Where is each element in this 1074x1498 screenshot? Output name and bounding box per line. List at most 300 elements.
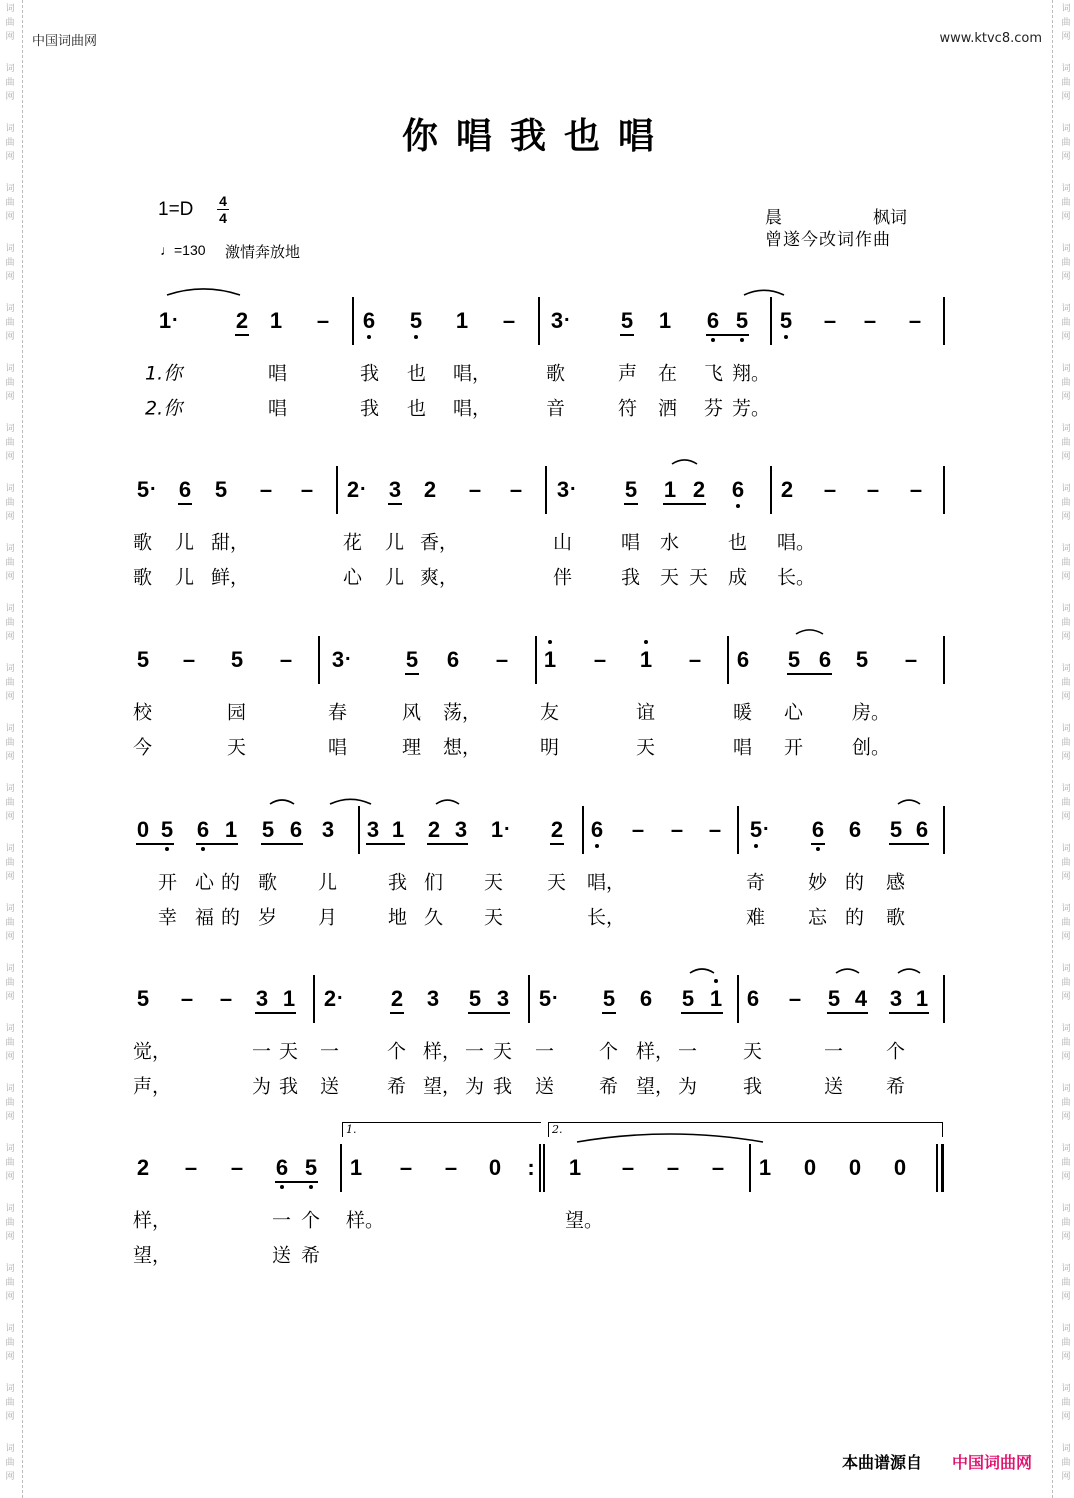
note: 1 xyxy=(758,1155,772,1180)
lyric-syllable: 的 xyxy=(845,871,865,894)
watermark-text: 词 曲 网 xyxy=(5,1444,15,1482)
tie-slur xyxy=(672,460,697,464)
watermark-text: 词 曲 网 xyxy=(1061,64,1071,102)
tie-slur xyxy=(898,969,920,973)
watermark-text: 词 曲 网 xyxy=(5,784,15,822)
augmentation-dot: · xyxy=(504,818,511,841)
lyric-syllable: 2.你 xyxy=(145,397,183,420)
high-octave-dot xyxy=(548,640,552,644)
underline-beam xyxy=(915,1012,929,1014)
low-octave-dot xyxy=(754,844,758,848)
low-octave-dot xyxy=(740,338,744,342)
lyric-syllable: 成 xyxy=(728,566,748,589)
lyric-syllable: 望， xyxy=(636,1075,675,1098)
note: 5 xyxy=(787,647,801,672)
note: 2 xyxy=(427,817,441,842)
note: 6 xyxy=(289,817,303,842)
note: 2 xyxy=(423,477,437,502)
lyric-syllable: 创。 xyxy=(852,736,891,759)
lyric-syllable: 望。 xyxy=(565,1209,604,1232)
note: 2 xyxy=(235,308,249,333)
tie-slur xyxy=(898,800,920,804)
augmentation-dot: · xyxy=(337,987,344,1010)
lyric-syllable: 个 xyxy=(387,1040,407,1063)
lyric-syllable: 歌 xyxy=(886,906,906,929)
watermark-text: 词 曲 网 xyxy=(1061,124,1071,162)
note: 5 xyxy=(230,647,244,672)
watermark-text: 词 曲 网 xyxy=(5,484,15,522)
dash-sustain: – xyxy=(180,986,194,1011)
lyric-syllable: 的 xyxy=(845,906,865,929)
note: 0 xyxy=(893,1155,907,1180)
lyric-syllable: 个 xyxy=(886,1040,906,1063)
note: 5 xyxy=(624,477,638,502)
lyric-syllable: 送 xyxy=(535,1075,555,1098)
lyric-syllable: 一 xyxy=(272,1209,292,1232)
low-octave-dot xyxy=(784,335,788,339)
lyric-syllable: 地 xyxy=(388,906,408,929)
lyric-syllable: 希 xyxy=(301,1244,321,1267)
watermark-text: 词 曲 网 xyxy=(5,1204,15,1242)
lyric-syllable: 一 xyxy=(252,1040,272,1063)
lyric-syllable: 唱， xyxy=(453,397,492,420)
watermark-text: 词 曲 网 xyxy=(5,1324,15,1362)
lyric-syllable: 心 xyxy=(784,701,804,724)
note: 5 xyxy=(749,817,763,842)
lyric-syllable: 希 xyxy=(886,1075,906,1098)
lyric-syllable: 为 xyxy=(678,1075,698,1098)
footer-source-label: 本曲谱源自 xyxy=(842,1453,923,1472)
note: 6 xyxy=(731,477,745,502)
augmentation-dot: · xyxy=(345,648,352,671)
lyric-syllable: 花 xyxy=(343,531,363,554)
note: 5 xyxy=(827,986,841,1011)
dash-sustain: – xyxy=(219,986,233,1011)
note: 5 xyxy=(160,817,174,842)
underline-beam xyxy=(811,843,825,845)
low-octave-dot xyxy=(736,504,740,508)
tie-slur xyxy=(436,800,459,804)
note: 0 xyxy=(803,1155,817,1180)
watermark-text: 词 曲 网 xyxy=(1061,184,1071,222)
note: 5 xyxy=(136,986,150,1011)
lyric-syllable: 妙 xyxy=(808,871,828,894)
lyric-syllable: 个 xyxy=(301,1209,321,1232)
underline-beam xyxy=(178,503,192,505)
underline-beam xyxy=(388,503,402,505)
watermark-text: 词 曲 网 xyxy=(5,4,15,42)
note: 6 xyxy=(446,647,460,672)
note: 3 xyxy=(331,647,345,672)
lyric-syllable: 歌 xyxy=(546,362,566,385)
song-title: 你唱我也唱 xyxy=(401,115,672,157)
lyric-syllable: 感 xyxy=(886,871,906,894)
lyric-syllable: 伴 xyxy=(553,566,573,589)
watermark-text: 词 曲 网 xyxy=(1061,244,1071,282)
watermark-text: 词 曲 网 xyxy=(1061,1384,1071,1422)
note: 6 xyxy=(746,986,760,1011)
bar-line xyxy=(340,1144,342,1192)
lyric-syllable: 友 xyxy=(540,701,560,724)
lyric-syllable: 山 xyxy=(553,531,573,554)
note: 3 xyxy=(496,986,510,1011)
bar-line xyxy=(528,975,530,1023)
bar-line xyxy=(943,636,945,684)
lyric-syllable: 难 xyxy=(746,906,766,929)
dash-sustain: – xyxy=(631,817,645,842)
watermark-text: 词 曲 网 xyxy=(5,64,15,102)
bar-line xyxy=(770,466,772,514)
lyric-syllable: 幸 xyxy=(158,906,178,929)
watermark-text: 词 曲 网 xyxy=(5,124,15,162)
note: 1 xyxy=(543,647,557,672)
dash-sustain: – xyxy=(788,986,802,1011)
note: 5 xyxy=(136,647,150,672)
dash-sustain: – xyxy=(708,817,722,842)
dash-sustain: – xyxy=(509,477,523,502)
lyric-syllable: 希 xyxy=(387,1075,407,1098)
bar-line xyxy=(770,297,772,345)
underline-beam xyxy=(602,1012,616,1014)
lyric-syllable: 房。 xyxy=(852,701,891,724)
lyric-syllable: 我 xyxy=(360,397,380,420)
lyric-syllable: 样， xyxy=(423,1040,462,1063)
site-url-header: www.ktvc8.com xyxy=(939,31,1042,46)
underline-beam xyxy=(391,843,405,845)
bar-line xyxy=(749,1144,751,1192)
augmentation-dot: · xyxy=(552,987,559,1010)
augmentation-dot: · xyxy=(564,309,571,332)
note: 1 xyxy=(568,1155,582,1180)
dash-sustain: – xyxy=(593,647,607,672)
watermark-text: 词 曲 网 xyxy=(1061,484,1071,522)
note: 5 xyxy=(620,308,634,333)
note: 2 xyxy=(780,477,794,502)
note: 5 xyxy=(405,647,419,672)
dash-sustain: – xyxy=(316,308,330,333)
bar-line xyxy=(737,806,739,854)
lyric-syllable: 音 xyxy=(546,397,566,420)
low-octave-dot xyxy=(414,335,418,339)
dash-sustain: – xyxy=(909,477,923,502)
lyric-syllable: 心 xyxy=(195,871,215,894)
note: 5 xyxy=(468,986,482,1011)
lyric-syllable: 今 xyxy=(133,736,153,759)
watermark-text: 词 曲 网 xyxy=(1061,844,1071,882)
note: 3 xyxy=(321,817,335,842)
watermark-text: 词 曲 网 xyxy=(1061,964,1071,1002)
watermark-text: 词 曲 网 xyxy=(1061,4,1071,42)
lyric-syllable: 唱， xyxy=(587,871,626,894)
dash-sustain: – xyxy=(866,477,880,502)
low-octave-dot xyxy=(309,1185,313,1189)
watermark-text: 词 曲 网 xyxy=(1061,1084,1071,1122)
watermark-text: 词 曲 网 xyxy=(5,904,15,942)
note: 5 xyxy=(136,477,150,502)
watermark-text: 词 曲 网 xyxy=(1061,1444,1071,1482)
dash-sustain: – xyxy=(300,477,314,502)
note: 6 xyxy=(915,817,929,842)
watermark-text: 词 曲 网 xyxy=(1061,364,1071,402)
lyric-syllable: 希 xyxy=(599,1075,619,1098)
dash-sustain: – xyxy=(468,477,482,502)
note: 5 xyxy=(602,986,616,1011)
tie-slur xyxy=(330,799,371,804)
low-octave-dot xyxy=(280,1185,284,1189)
lyric-syllable: 开 xyxy=(784,736,804,759)
underline-beam xyxy=(709,1012,723,1014)
watermark-text: 词 曲 网 xyxy=(5,844,15,882)
lyric-syllable: 也 xyxy=(728,531,748,554)
underline-beam xyxy=(160,843,174,845)
augmentation-dot: · xyxy=(763,818,770,841)
lyric-syllable: 我 xyxy=(360,362,380,385)
dash-sustain: – xyxy=(823,308,837,333)
note: 3 xyxy=(255,986,269,1011)
augmentation-dot: · xyxy=(360,478,367,501)
lyric-syllable: 儿 xyxy=(385,566,405,589)
bar-line xyxy=(943,975,945,1023)
note: 3 xyxy=(388,477,402,502)
lyric-syllable: 1.你 xyxy=(145,362,183,385)
augmentation-dot: · xyxy=(150,478,157,501)
lyric-syllable: 符 xyxy=(618,397,638,420)
note: 1 xyxy=(455,308,469,333)
watermark-text: 词 曲 网 xyxy=(1061,1324,1071,1362)
dash-sustain: – xyxy=(621,1155,635,1180)
lyric-syllable: 唱 xyxy=(268,397,288,420)
watermark-text: 词 曲 网 xyxy=(5,664,15,702)
note: 2 xyxy=(692,477,706,502)
underline-beam xyxy=(915,843,929,845)
bar-line xyxy=(943,806,945,854)
bar-line xyxy=(943,297,945,345)
watermark-text: 词 曲 网 xyxy=(5,184,15,222)
watermark-text: 词 曲 网 xyxy=(1061,1264,1071,1302)
volta-bracket-2: 2. xyxy=(548,1122,943,1137)
lyric-syllable: 觉， xyxy=(133,1040,172,1063)
lyric-syllable: 理 xyxy=(402,736,422,759)
note: 5 xyxy=(779,308,793,333)
lyric-syllable: 水 xyxy=(660,531,680,554)
note: 1 xyxy=(663,477,677,502)
note: 6 xyxy=(196,817,210,842)
bar-line xyxy=(352,297,354,345)
dash-sustain: – xyxy=(279,647,293,672)
lyric-syllable: 个 xyxy=(599,1040,619,1063)
lyric-syllable: 园 xyxy=(227,701,247,724)
watermark-text: 词 曲 网 xyxy=(1061,664,1071,702)
note: 6 xyxy=(706,308,720,333)
lyric-syllable: 天 xyxy=(279,1040,299,1063)
note: 0 xyxy=(136,817,150,842)
lyric-syllable: 想， xyxy=(443,736,482,759)
repeat-bar-thin xyxy=(543,1144,545,1192)
lyric-syllable: 一 xyxy=(320,1040,340,1063)
lyric-syllable: 唱 xyxy=(328,736,348,759)
dash-sustain: – xyxy=(399,1155,413,1180)
high-octave-dot xyxy=(644,640,648,644)
repeat-sign: : xyxy=(527,1155,535,1180)
underline-beam xyxy=(304,1181,318,1183)
dash-sustain: – xyxy=(502,308,516,333)
note: 5 xyxy=(735,308,749,333)
watermark-text: 词 曲 网 xyxy=(5,1384,15,1422)
lyric-syllable: 岁 xyxy=(258,906,278,929)
dash-sustain: – xyxy=(666,1155,680,1180)
dash-sustain: – xyxy=(184,1155,198,1180)
lyric-syllable: 春 xyxy=(328,701,348,724)
underline-beam xyxy=(282,1012,296,1014)
note: 3 xyxy=(426,986,440,1011)
lyric-syllable: 香， xyxy=(420,531,459,554)
lyric-syllable: 芬 xyxy=(704,397,724,420)
repeat-bar-thin xyxy=(539,1144,541,1192)
bar-line xyxy=(313,975,315,1023)
tie-slur xyxy=(744,290,784,295)
lyric-syllable: 校 xyxy=(133,701,153,724)
watermark-text: 词 曲 网 xyxy=(5,244,15,282)
lyric-syllable: 唱， xyxy=(453,362,492,385)
note: 2 xyxy=(346,477,360,502)
watermark-text: 词 曲 网 xyxy=(1061,1204,1071,1242)
low-octave-dot xyxy=(165,847,169,851)
low-octave-dot xyxy=(816,847,820,851)
lyric-syllable: 唱 xyxy=(268,362,288,385)
note: 3 xyxy=(366,817,380,842)
lyric-syllable: 天 xyxy=(484,871,504,894)
lyric-syllable: 天 xyxy=(484,906,504,929)
tempo-marking: ♩=130 xyxy=(160,242,206,258)
lyric-syllable: 歌 xyxy=(133,531,153,554)
watermark-text: 词 曲 网 xyxy=(1061,784,1071,822)
note: 1 xyxy=(391,817,405,842)
lyric-syllable: 福 xyxy=(195,906,215,929)
underline-beam xyxy=(735,334,749,336)
note: 6 xyxy=(275,1155,289,1180)
lyric-syllable: 奇 xyxy=(746,871,766,894)
dash-sustain: – xyxy=(711,1155,725,1180)
dash-sustain: – xyxy=(259,477,273,502)
watermark-text: 词 曲 网 xyxy=(5,1144,15,1182)
note: 6 xyxy=(736,647,750,672)
note: 3 xyxy=(556,477,570,502)
tie-slur xyxy=(836,969,859,973)
lyric-syllable: 明 xyxy=(540,736,560,759)
note: 1 xyxy=(658,308,672,333)
note: 2 xyxy=(323,986,337,1011)
lyric-syllable: 久 xyxy=(424,906,444,929)
note: 3 xyxy=(889,986,903,1011)
lyric-syllable: 我 xyxy=(388,871,408,894)
lyricist-name: 晨 xyxy=(765,208,782,228)
lyric-syllable: 我 xyxy=(743,1075,763,1098)
note: 1 xyxy=(639,647,653,672)
low-octave-dot xyxy=(595,844,599,848)
note: 1 xyxy=(269,308,283,333)
lyric-syllable: 天 xyxy=(547,871,567,894)
note: 5 xyxy=(538,986,552,1011)
watermark-text: 词 曲 网 xyxy=(5,1024,15,1062)
dash-sustain: – xyxy=(495,647,509,672)
note: 5 xyxy=(855,647,869,672)
lyric-syllable: 天 xyxy=(660,566,680,589)
bar-line xyxy=(545,466,547,514)
lyric-syllable: 唱。 xyxy=(777,531,816,554)
note: 5 xyxy=(261,817,275,842)
watermark-text: 词 曲 网 xyxy=(1061,544,1071,582)
bar-line xyxy=(538,297,540,345)
lyric-syllable: 们 xyxy=(424,871,444,894)
lyric-syllable: 我 xyxy=(279,1075,299,1098)
lyric-syllable: 儿 xyxy=(318,871,338,894)
lyric-syllable: 芳。 xyxy=(732,397,771,420)
watermark-text: 词 曲 网 xyxy=(1061,904,1071,942)
lyric-syllable: 心 xyxy=(343,566,363,589)
watermark-text: 词 曲 网 xyxy=(5,964,15,1002)
lyric-syllable: 歌 xyxy=(258,871,278,894)
note: 5 xyxy=(214,477,228,502)
bar-line xyxy=(535,636,537,684)
watermark-text: 词 曲 网 xyxy=(5,1084,15,1122)
footer-source-site[interactable]: 中国词曲网 xyxy=(952,1453,1033,1472)
tie-slur xyxy=(796,630,823,634)
lyric-syllable: 也 xyxy=(407,362,427,385)
augmentation-dot: · xyxy=(172,309,179,332)
note: 4 xyxy=(854,986,868,1011)
note: 6 xyxy=(848,817,862,842)
lyric-syllable: 飞 xyxy=(704,362,724,385)
note: 1 xyxy=(490,817,504,842)
note: 0 xyxy=(848,1155,862,1180)
underline-beam xyxy=(818,673,832,675)
note: 5 xyxy=(681,986,695,1011)
note: 1 xyxy=(224,817,238,842)
lyric-syllable: 为 xyxy=(252,1075,272,1098)
watermark-text: 词 曲 网 xyxy=(1061,304,1071,342)
lyric-syllable: 我 xyxy=(621,566,641,589)
dash-sustain: – xyxy=(444,1155,458,1180)
time-bottom: 4 xyxy=(219,210,227,226)
lyric-syllable: 儿 xyxy=(385,531,405,554)
underline-beam xyxy=(854,1012,868,1014)
watermark-text: 词 曲 网 xyxy=(5,724,15,762)
lyric-syllable: 荡， xyxy=(443,701,482,724)
lyric-syllable: 样， xyxy=(636,1040,675,1063)
lyric-syllable: 在 xyxy=(658,362,678,385)
low-octave-dot xyxy=(201,847,205,851)
lyric-syllable: 送 xyxy=(320,1075,340,1098)
lyric-syllable: 儿 xyxy=(175,531,195,554)
underline-beam xyxy=(620,334,634,336)
dash-sustain: – xyxy=(670,817,684,842)
tie-slur xyxy=(167,289,240,295)
watermark-text: 词 曲 网 xyxy=(1061,424,1071,462)
lyric-syllable: 送 xyxy=(824,1075,844,1098)
final-bar-thin xyxy=(936,1144,938,1192)
final-bar-thick xyxy=(941,1144,944,1192)
note: 6 xyxy=(178,477,192,502)
lyric-syllable: 望， xyxy=(133,1244,172,1267)
underline-beam xyxy=(550,843,564,845)
lyric-syllable: 鲜， xyxy=(211,566,250,589)
lyric-syllable: 为 xyxy=(465,1075,485,1098)
watermark-text: 词 曲 网 xyxy=(5,1264,15,1302)
lyric-syllable: 风 xyxy=(402,701,422,724)
dash-sustain: – xyxy=(908,308,922,333)
watermark-text: 词 曲 网 xyxy=(5,304,15,342)
lyric-syllable: 儿 xyxy=(175,566,195,589)
